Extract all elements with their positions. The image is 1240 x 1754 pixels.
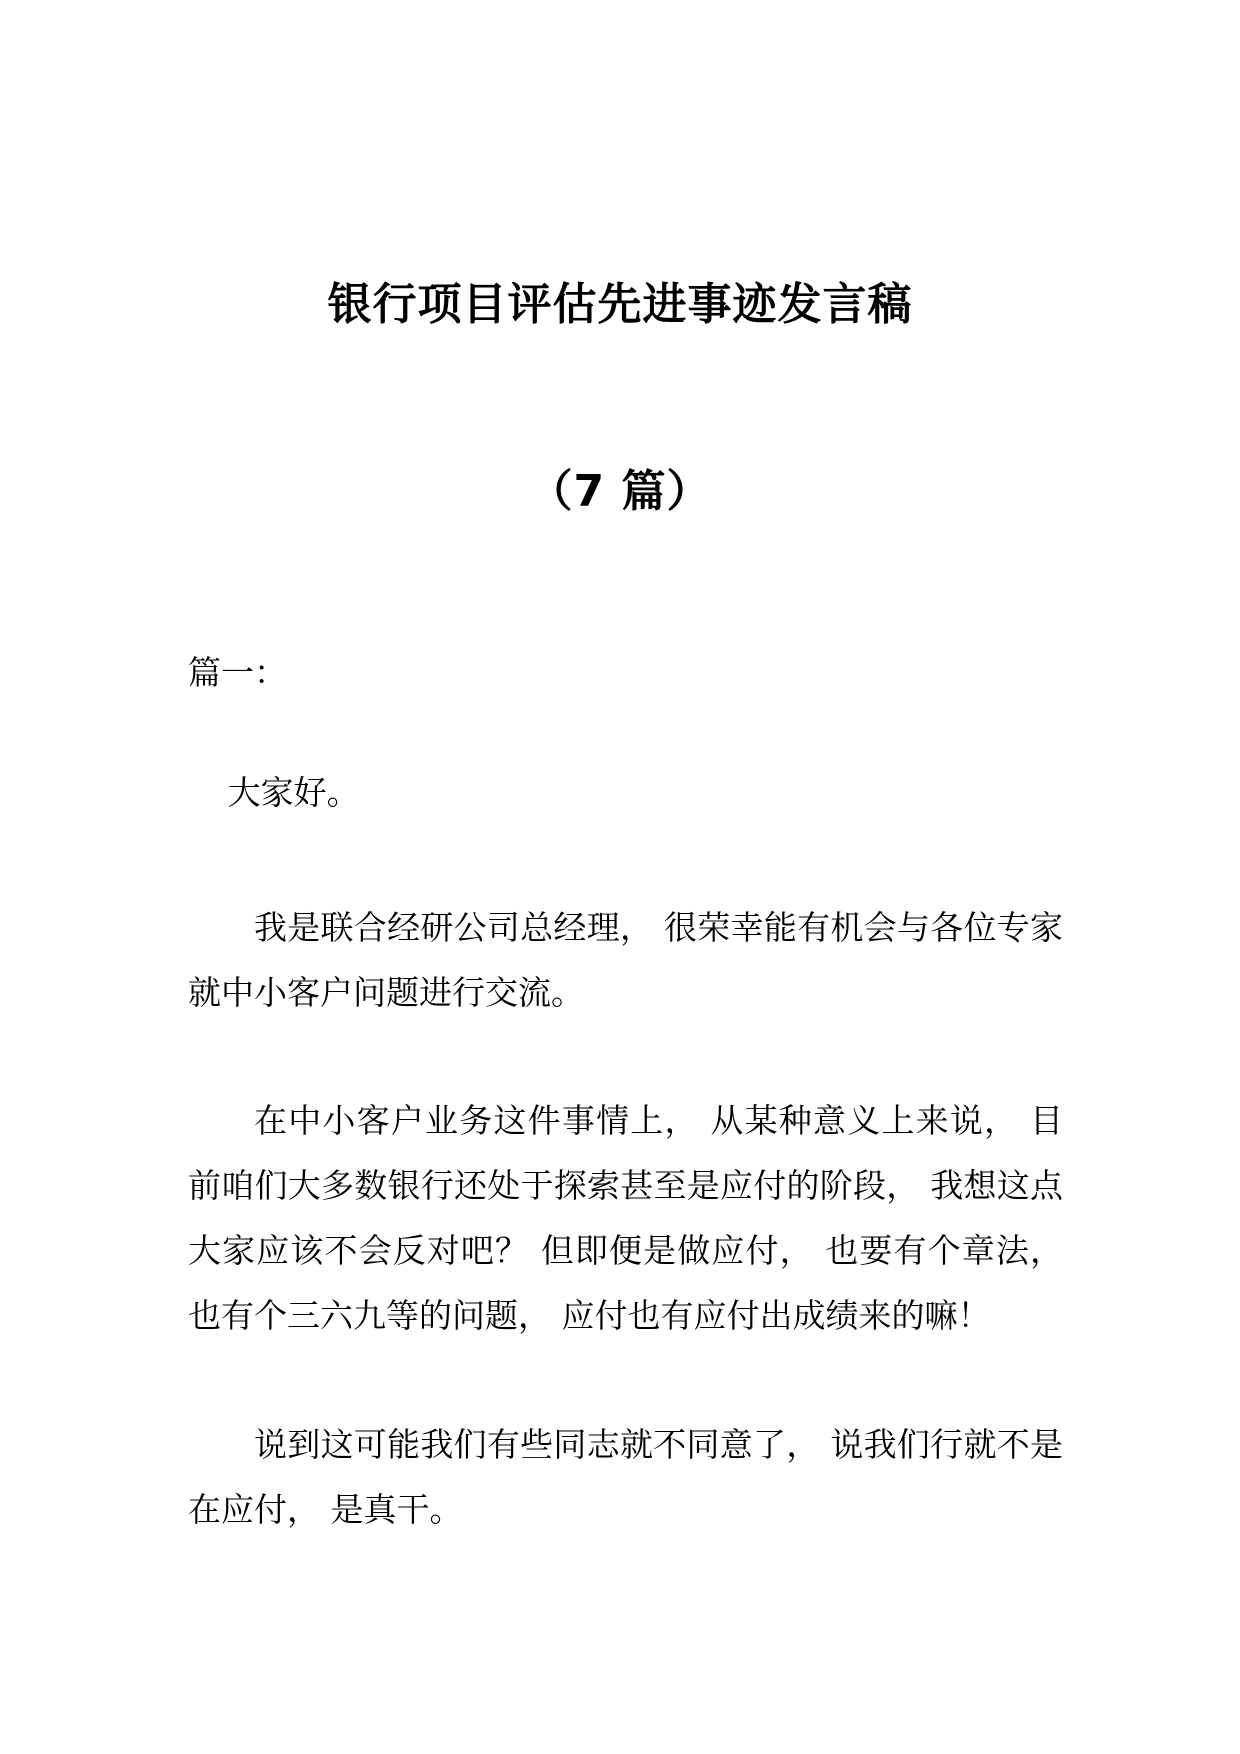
body-paragraph-2: 在中小客户业务这件事情上， 从某种意义上来说， 目前咱们大多数银行还处于探索甚至是应付的阶段， 我想这点大家应该不会反对吧？ 但即便是做应付， 也要有个章法，也有个三六九等的问题， 应付也有应付出成绩来的嘛！ — [188, 1101, 1063, 1335]
section-label: 篇一： — [188, 653, 287, 692]
document-title: 银行项目评估先进事迹发言稿 — [327, 279, 913, 330]
body-paragraph-1: 我是联合经研公司总经理， 很荣幸能有机会与各位专家就中小客户问题进行交流。 — [188, 908, 1063, 1012]
document-subtitle: （7 篇） — [528, 466, 712, 517]
body-paragraph-3: 说到这可能我们有些同志就不同意了， 说我们行就不是在应付， 是真干。 — [188, 1425, 1063, 1529]
greeting-paragraph: 大家好。 — [227, 773, 360, 812]
